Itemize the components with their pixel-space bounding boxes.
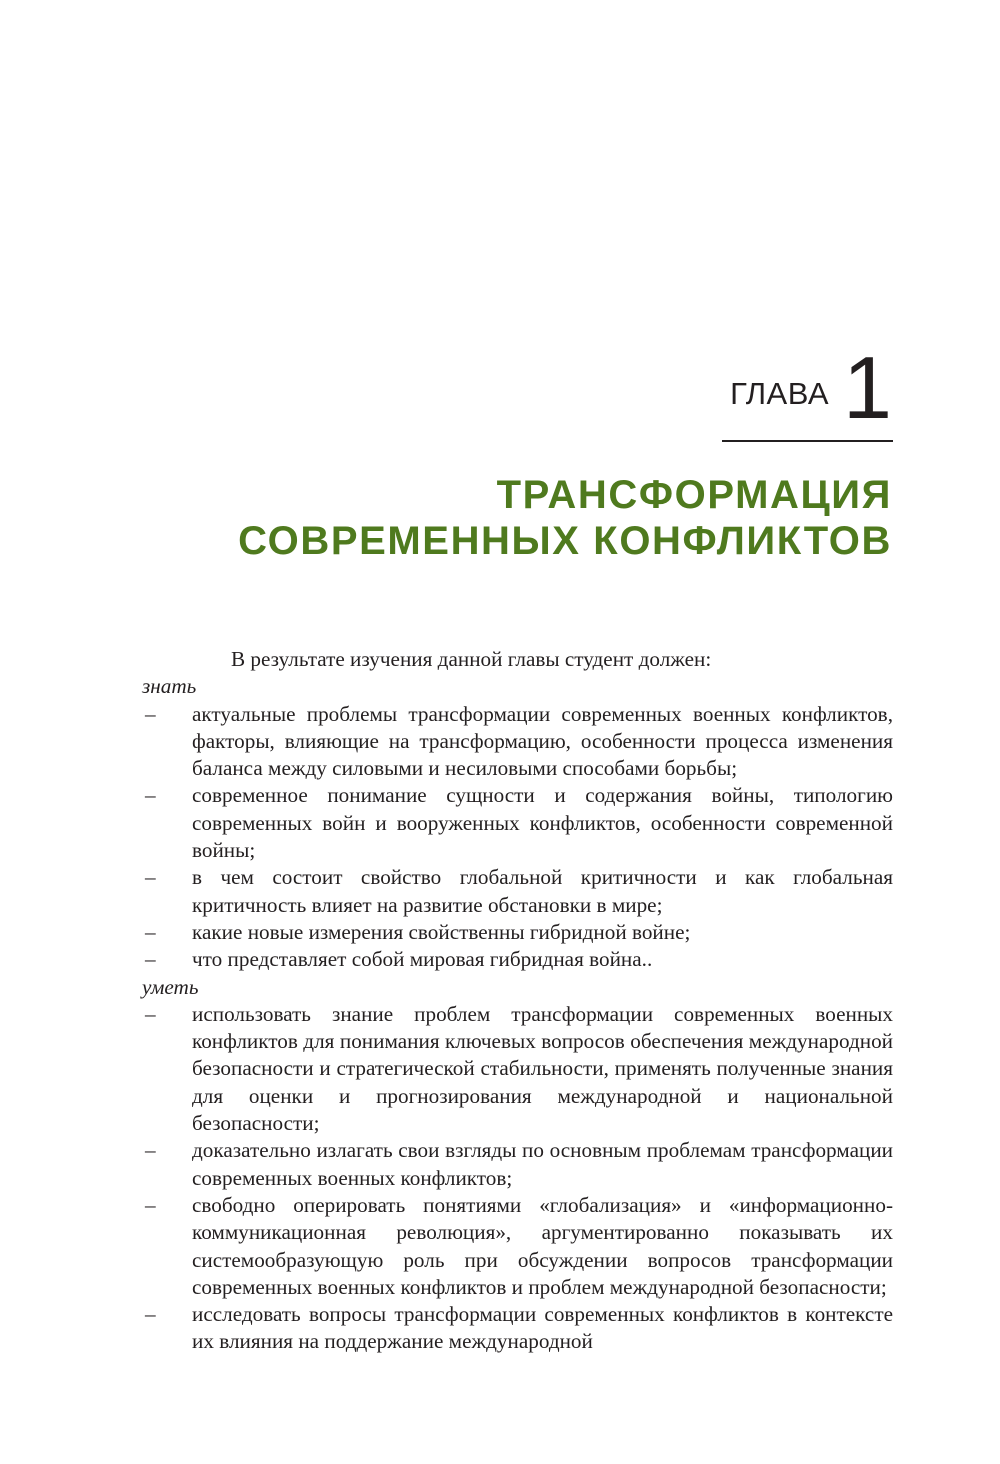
list-item (142, 1301, 893, 1356)
list-item-text: исследовать вопросы трансформации современных конфликтов в контексте их влияния на поддержание международной (192, 1302, 893, 1354)
dash-marker: – (145, 947, 156, 972)
list-item (142, 919, 893, 946)
section-label-know: знать (142, 674, 197, 699)
dash-marker: – (145, 865, 156, 890)
list-item (142, 1137, 893, 1192)
list-item (142, 864, 893, 919)
dash-marker: – (145, 1302, 156, 1327)
list-item (142, 701, 893, 783)
list-item-text: использовать знание проблем трансформации современных военных конфликтов для понимания ключевых вопросов обеспечения международной безопасности и стратегической стабильности, применять полученные знания для оценки и прогнозирования международной и национальной безопасности; (192, 1001, 893, 1136)
dash-marker: – (145, 1192, 156, 1217)
can-list (142, 1001, 893, 1356)
learning-objectives (142, 646, 893, 1356)
intro-text: В результате изучения данной главы студент должен: (231, 647, 712, 671)
list-item (142, 782, 893, 864)
know-list (142, 701, 893, 974)
list-item-text: в чем состоит свойство глобальной критичности и как глобальная критичность влияет на развитие обстановки в мире; (192, 865, 893, 917)
list-item-text: что представляет собой мировая гибридная война.. (192, 947, 653, 972)
chapter-title (238, 472, 892, 564)
dash-marker: – (145, 783, 156, 808)
dash-marker: – (145, 1001, 156, 1026)
dash-marker: – (145, 919, 156, 944)
list-item-text: какие новые измерения свойственны гибридной войне; (192, 919, 691, 944)
list-item-text: доказательно излагать свои взгляды по основным проблемам трансформации современных военных конфликтов; (192, 1138, 893, 1190)
list-item-text: свободно оперировать понятиями «глобализация» и «информационно-коммуникационная революция», аргументированно показывать их системообразующую роль при обсуждении вопросов трансформации современных военных конфликтов и проблем международной безопасности; (192, 1192, 893, 1299)
dash-marker: – (145, 1138, 156, 1163)
list-item (142, 1001, 893, 1137)
chapter-label (730, 338, 892, 437)
list-item-text: актуальные проблемы трансформации современных военных конфликтов, факторы, влияющие на трансформацию, особенности процесса изменения баланса между силовыми и несиловыми способами борьбы; (192, 701, 893, 781)
dash-marker: – (145, 701, 156, 726)
chapter-number: 1 (843, 338, 892, 437)
list-item (142, 946, 893, 973)
chapter-title-line-2: СОВРЕМЕННЫХ КОНФЛИКТОВ (238, 519, 892, 563)
list-item-text: современное понимание сущности и содержания войны, типологию современных войн и вооруженных конфликтов, особенности современной войны; (192, 783, 893, 863)
chapter-word: ГЛАВА (730, 375, 830, 411)
chapter-divider (722, 440, 893, 442)
chapter-title-line-1: ТРАНСФОРМАЦИЯ (496, 473, 892, 517)
section-label-can: уметь (142, 974, 199, 999)
list-item (142, 1192, 893, 1301)
